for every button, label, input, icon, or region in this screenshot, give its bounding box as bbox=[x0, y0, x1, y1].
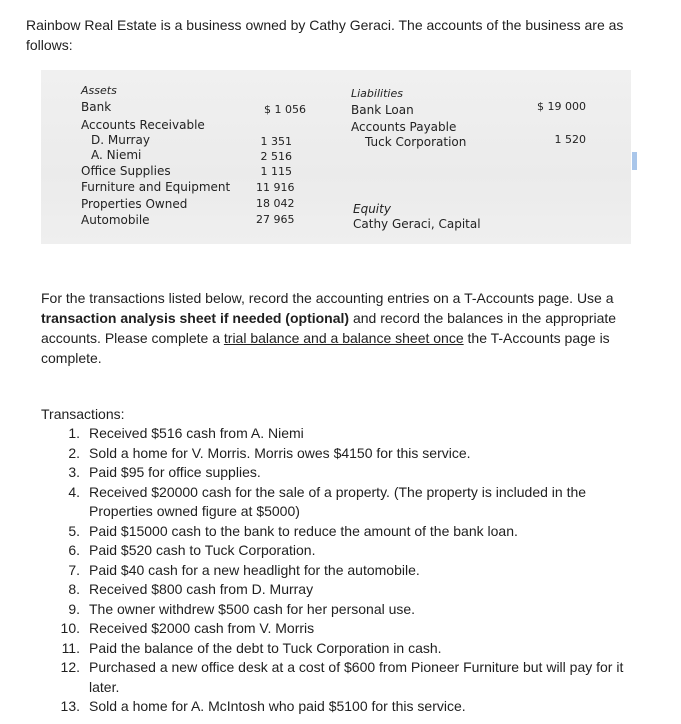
transaction-item bbox=[42, 541, 642, 561]
transaction-item bbox=[42, 424, 642, 444]
transaction-item bbox=[42, 600, 642, 620]
furniture-equipment-amount: 11 916 bbox=[256, 181, 295, 194]
instructions-underlined-text: trial balance and a balance sheet once bbox=[223, 330, 464, 346]
transaction-number: 7. bbox=[68, 561, 80, 578]
office-supplies-label: Office Supplies bbox=[81, 164, 171, 178]
transaction-text: Received $20000 cash for the sale of a property. (The property is included in the Properties owned figure at $5000) bbox=[89, 483, 587, 519]
d-murray-amount: 1 351 bbox=[260, 135, 292, 148]
transaction-item bbox=[42, 658, 642, 697]
equity-heading: Equity bbox=[353, 202, 391, 216]
transaction-number: 4. bbox=[68, 483, 80, 500]
transaction-item bbox=[42, 639, 642, 659]
tuck-corporation-amount: 1 520 bbox=[554, 133, 586, 146]
transaction-text: Received $516 cash from A. Niemi bbox=[89, 425, 304, 441]
properties-owned-label: Properties Owned bbox=[81, 197, 188, 211]
transaction-number: 5. bbox=[68, 522, 80, 539]
transaction-number: 8. bbox=[68, 581, 80, 597]
transaction-text: Sold a home for A. McIntosh who paid $5100 for this service. bbox=[89, 698, 466, 714]
transaction-number: 6. bbox=[68, 542, 80, 558]
transaction-text: Paid $520 cash to Tuck Corporation. bbox=[89, 542, 316, 558]
transaction-item bbox=[42, 619, 642, 639]
transaction-number: 10. bbox=[60, 620, 80, 636]
instructions-bold-text: transaction analysis sheet if needed (optional) bbox=[41, 310, 350, 326]
furniture-equipment-label: Furniture and Equipment bbox=[81, 180, 231, 194]
transaction-item bbox=[42, 561, 642, 581]
transaction-text: Received $2000 cash from V. Morris bbox=[89, 620, 315, 636]
transaction-text: Paid $95 for office supplies. bbox=[89, 464, 261, 480]
transaction-text: The owner withdrew $500 cash for her personal use. bbox=[89, 600, 416, 617]
bank-label: Bank bbox=[81, 100, 112, 114]
properties-owned-amount: 18 042 bbox=[256, 197, 295, 210]
capital-label: Cathy Geraci, Capital bbox=[353, 217, 481, 231]
transactions-list bbox=[42, 424, 642, 717]
transaction-number: 2. bbox=[68, 444, 80, 461]
transaction-text: Sold a home for V. Morris. Morris owes $4150 for this service. bbox=[89, 444, 471, 461]
instructions-text-1: For the transactions listed below, record the accounting entries on a T-Accounts page. Use a bbox=[41, 290, 614, 306]
transaction-number: 3. bbox=[68, 464, 80, 480]
transaction-number: 13. bbox=[60, 698, 80, 714]
bank-loan-amount: $ 19 000 bbox=[537, 100, 586, 113]
intro-paragraph: Rainbow Real Estate is a business owned by Cathy Geraci. The accounts of the business are as follows: bbox=[26, 17, 624, 53]
transaction-number: 11. bbox=[61, 639, 80, 656]
office-supplies-amount: 1 115 bbox=[260, 165, 292, 178]
instructions-text-2: and record the balances in the appropriate accounts. Please complete a bbox=[41, 310, 617, 346]
transaction-number: 12. bbox=[60, 659, 80, 675]
transaction-text: Purchased a new office desk at a cost of $600 from Pioneer Furniture but will pay for it later. bbox=[89, 659, 624, 695]
bank-amount: $ 1 056 bbox=[264, 103, 306, 116]
automobile-label: Automobile bbox=[81, 213, 150, 227]
transaction-item bbox=[42, 580, 642, 600]
transaction-number: 9. bbox=[68, 600, 80, 617]
side-marker bbox=[632, 152, 637, 170]
d-murray-label: D. Murray bbox=[91, 133, 150, 147]
assets-heading: Assets bbox=[81, 84, 117, 97]
a-niemi-label: A. Niemi bbox=[91, 148, 142, 162]
accounts-image bbox=[41, 70, 631, 244]
transaction-text: Paid $15000 cash to the bank to reduce the amount of the bank loan. bbox=[89, 522, 518, 539]
transaction-item bbox=[42, 444, 642, 464]
tuck-corporation-label: Tuck Corporation bbox=[365, 135, 467, 149]
transaction-item bbox=[42, 522, 642, 542]
transaction-text: Received $800 cash from D. Murray bbox=[89, 581, 314, 597]
transactions-heading: Transactions: bbox=[41, 406, 125, 422]
transaction-item bbox=[42, 483, 642, 522]
instructions-text-3: the T-Accounts page is complete. bbox=[41, 330, 610, 366]
instructions-paragraph bbox=[41, 288, 641, 368]
transaction-text: Paid $40 cash for a new headlight for the automobile. bbox=[89, 561, 420, 578]
transaction-item bbox=[42, 697, 642, 717]
liabilities-heading: Liabilities bbox=[351, 87, 403, 100]
accounts-payable-label: Accounts Payable bbox=[351, 120, 457, 134]
transaction-number: 1. bbox=[68, 425, 80, 441]
a-niemi-amount: 2 516 bbox=[260, 150, 292, 163]
bank-loan-label: Bank Loan bbox=[351, 103, 414, 117]
transaction-item bbox=[42, 463, 642, 483]
transaction-text: Paid the balance of the debt to Tuck Corporation in cash. bbox=[89, 639, 442, 656]
accounts-receivable-label: Accounts Receivable bbox=[81, 118, 205, 132]
automobile-amount: 27 965 bbox=[256, 213, 295, 226]
